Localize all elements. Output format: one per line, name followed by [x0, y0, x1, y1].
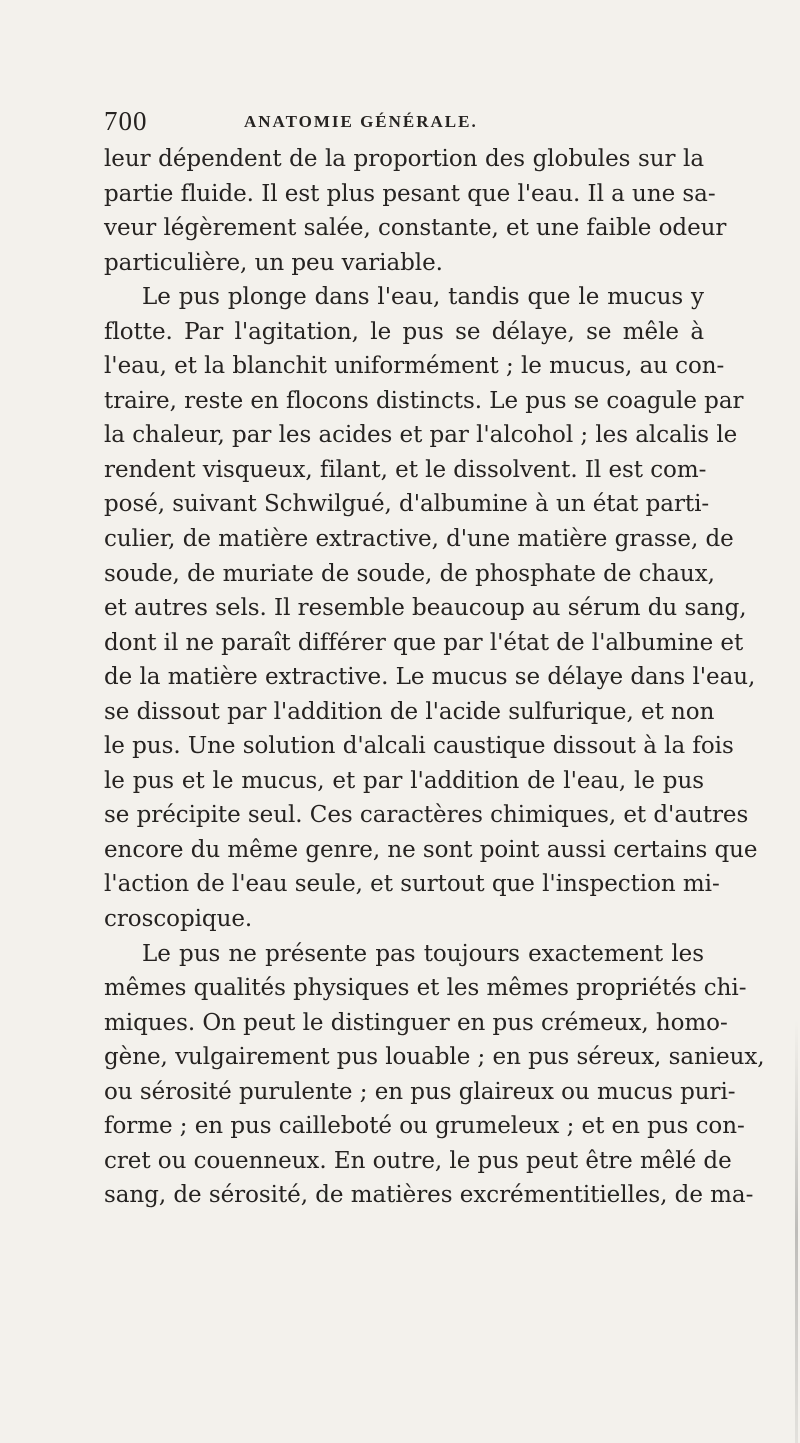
text-line: miques. On peut le distinguer en pus crémeux, homo-: [104, 1009, 728, 1036]
text-line: encore du même genre, ne sont point aussi certains que: [104, 836, 758, 863]
page-edge-shadow: [795, 1020, 798, 1443]
text-line: ou sérosité purulente ; en pus glaireux ou mucus puri-: [104, 1078, 736, 1105]
running-header: [104, 106, 704, 136]
text-line: et autres sels. Il resemble beaucoup au sérum du sang,: [104, 595, 747, 622]
text-line: le pus et le mucus, et par l'addition de l'eau, le pus: [104, 767, 704, 794]
text-line: cret ou couenneux. En outre, le pus peut être mêlé de: [104, 1147, 732, 1174]
text-line: l'eau, et la blanchit uniformément ; le mucus, au con-: [104, 353, 725, 380]
text-line: croscopique.: [104, 906, 253, 933]
text-line: flotte. Par l'agitation, le pus se délaye, se mêle à: [104, 318, 704, 345]
page-number: 700: [104, 106, 148, 136]
text-line: mêmes qualités physiques et les mêmes propriétés chi-: [104, 975, 747, 1002]
text-line: dont il ne paraît différer que par l'état de l'albumine et: [104, 629, 744, 656]
text-line: culier, de matière extractive, d'une matière grasse, de: [104, 526, 734, 553]
text-line: se précipite seul. Ces caractères chimiques, et d'autres: [104, 802, 749, 829]
text-line: se dissout par l'addition de l'acide sulfurique, et non: [104, 698, 715, 725]
text-line: leur dépendent de la proportion des globules sur la: [104, 146, 704, 172]
text-line: sang, de sérosité, de matières excrémentitielles, de ma-: [104, 1182, 754, 1209]
chapter-title: ANATOMIE GÉNÉRALE.: [244, 112, 478, 131]
text-line: partie fluide. Il est plus pesant que l'eau. Il a une sa-: [104, 180, 716, 207]
text-line: rendent visqueux, filant, et le dissolvent. Il est com-: [104, 456, 707, 483]
text-line: l'action de l'eau seule, et surtout que l'inspection mi-: [104, 871, 720, 898]
text-line: posé, suivant Schwilgué, d'albumine à un état parti-: [104, 491, 710, 518]
text-line: particulière, un peu variable.: [104, 249, 443, 276]
text-line: la chaleur, par les acides et par l'alcohol ; les alcalis le: [104, 422, 738, 449]
text-line: de la matière extractive. Le mucus se délaye dans l'eau,: [104, 664, 756, 691]
text-line: gène, vulgairement pus louable ; en pus séreux, sanieux,: [104, 1044, 765, 1071]
text-line: Le pus plonge dans l'eau, tandis que le mucus y: [142, 284, 704, 311]
text-line: traire, reste en flocons distincts. Le pus se coagule par: [104, 387, 744, 414]
text-line: veur légèrement salée, constante, et une faible odeur: [104, 215, 727, 242]
text-line: soude, de muriate de soude, de phosphate de chaux,: [104, 560, 715, 587]
text-line: Le pus ne présente pas toujours exactement les: [142, 940, 704, 967]
body-text: [104, 142, 765, 1213]
text-line: forme ; en pus cailleboté ou grumeleux ; et en pus con-: [104, 1113, 745, 1140]
text-line: le pus. Une solution d'alcali caustique dissout à la fois: [104, 733, 734, 760]
